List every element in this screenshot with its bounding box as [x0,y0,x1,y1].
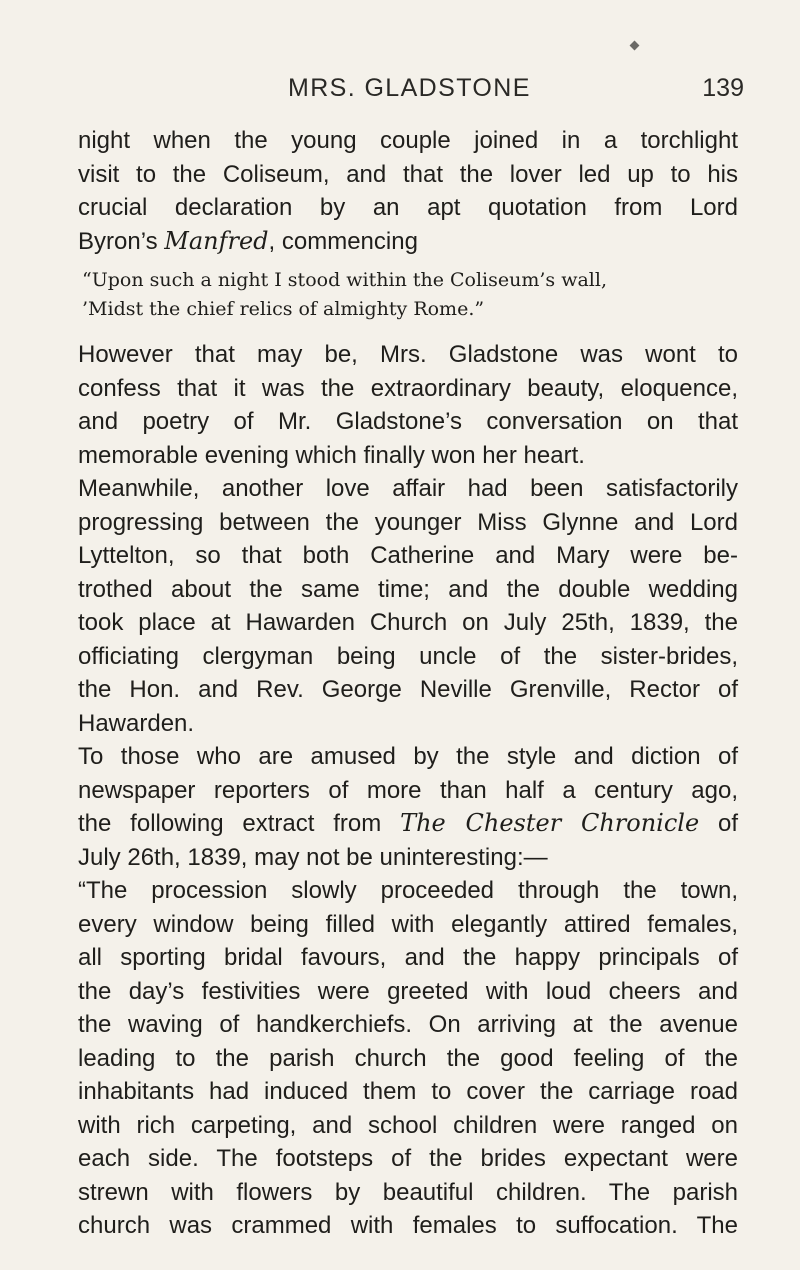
text-line: with rich carpeting, and school children were ranged on [78,1111,738,1139]
text-fragment: of [699,810,738,837]
text-line: confess that it was the extraordinary beauty, eloquence, [78,374,738,402]
text-line: church was crammed with females to suffocation. The [78,1212,738,1239]
text-line: visit to the Coliseum, and that the lover led up to his [78,160,738,188]
text-line: To those who are amused by the style and diction of [78,743,738,770]
text-line: each side. The footsteps of the brides expectant were [78,1145,738,1172]
verse-quote [78,266,738,324]
text-line: newspaper reporters of more than half a century ago, [78,776,738,804]
text-line: the waving of handkerchiefs. On arriving at the avenue [78,1011,738,1038]
text-line [78,807,738,841]
running-head: MRS. GLADSTONE [288,74,531,102]
text-line: all sporting bridal favours, and the happy principals of [78,944,738,971]
text-line: strewn with flowers by beautiful children. The parish [78,1178,738,1206]
page-number: 139 [702,74,744,102]
text-line: Lyttelton, so that both Catherine and Mary were be- [78,542,738,569]
text-line [78,225,738,259]
text-line: Hawarden. [78,709,195,737]
body-text [78,124,738,1243]
text-line: crucial declaration by an apt quotation from Lord [78,194,738,221]
text-line: However that may be, Mrs. Gladstone was wont to [78,341,738,368]
text-line: took place at Hawarden Church on July 25th, 1839, the [78,609,738,636]
text-fragment: the following extract from [78,810,401,837]
quote-line: ’Midst the chief relics of almighty Rome.” [82,298,485,320]
text-line: officiating clergyman being uncle of the sister-brides, [78,642,738,670]
ornament-dot [630,41,640,51]
text-line: Meanwhile, another love affair had been satisfactorily [78,475,738,502]
text-line: progressing between the younger Miss Glynne and Lord [78,508,738,536]
text-fragment: Byron’s [78,227,165,255]
text-line: leading to the parish church the good feeling of the [78,1044,738,1072]
book-title-manfred: Manfred [164,226,269,255]
text-line: “The procession slowly proceeded through the town, [78,877,738,904]
text-line: the Hon. and Rev. George Neville Grenville, Rector of [78,676,738,703]
text-line: trothed about the same time; and the double wedding [78,575,738,603]
text-line: inhabitants had induced them to cover the carriage road [78,1078,738,1105]
text-line: the day’s festivities were greeted with loud cheers and [78,977,738,1005]
text-line: night when the young couple joined in a torchlight [78,127,738,154]
text-line: memorable evening which finally won her heart. [78,441,585,469]
quote-line: “Upon such a night I stood within the Coliseum’s wall, [82,269,607,291]
text-line: July 26th, 1839, may not be uninteresting:— [78,843,548,871]
text-line: and poetry of Mr. Gladstone’s conversation on that [78,408,738,435]
text-line: every window being filled with elegantly attired females, [78,910,738,938]
newspaper-title: The Chester Chronicle [400,809,700,837]
text-fragment: , commencing [268,227,418,255]
